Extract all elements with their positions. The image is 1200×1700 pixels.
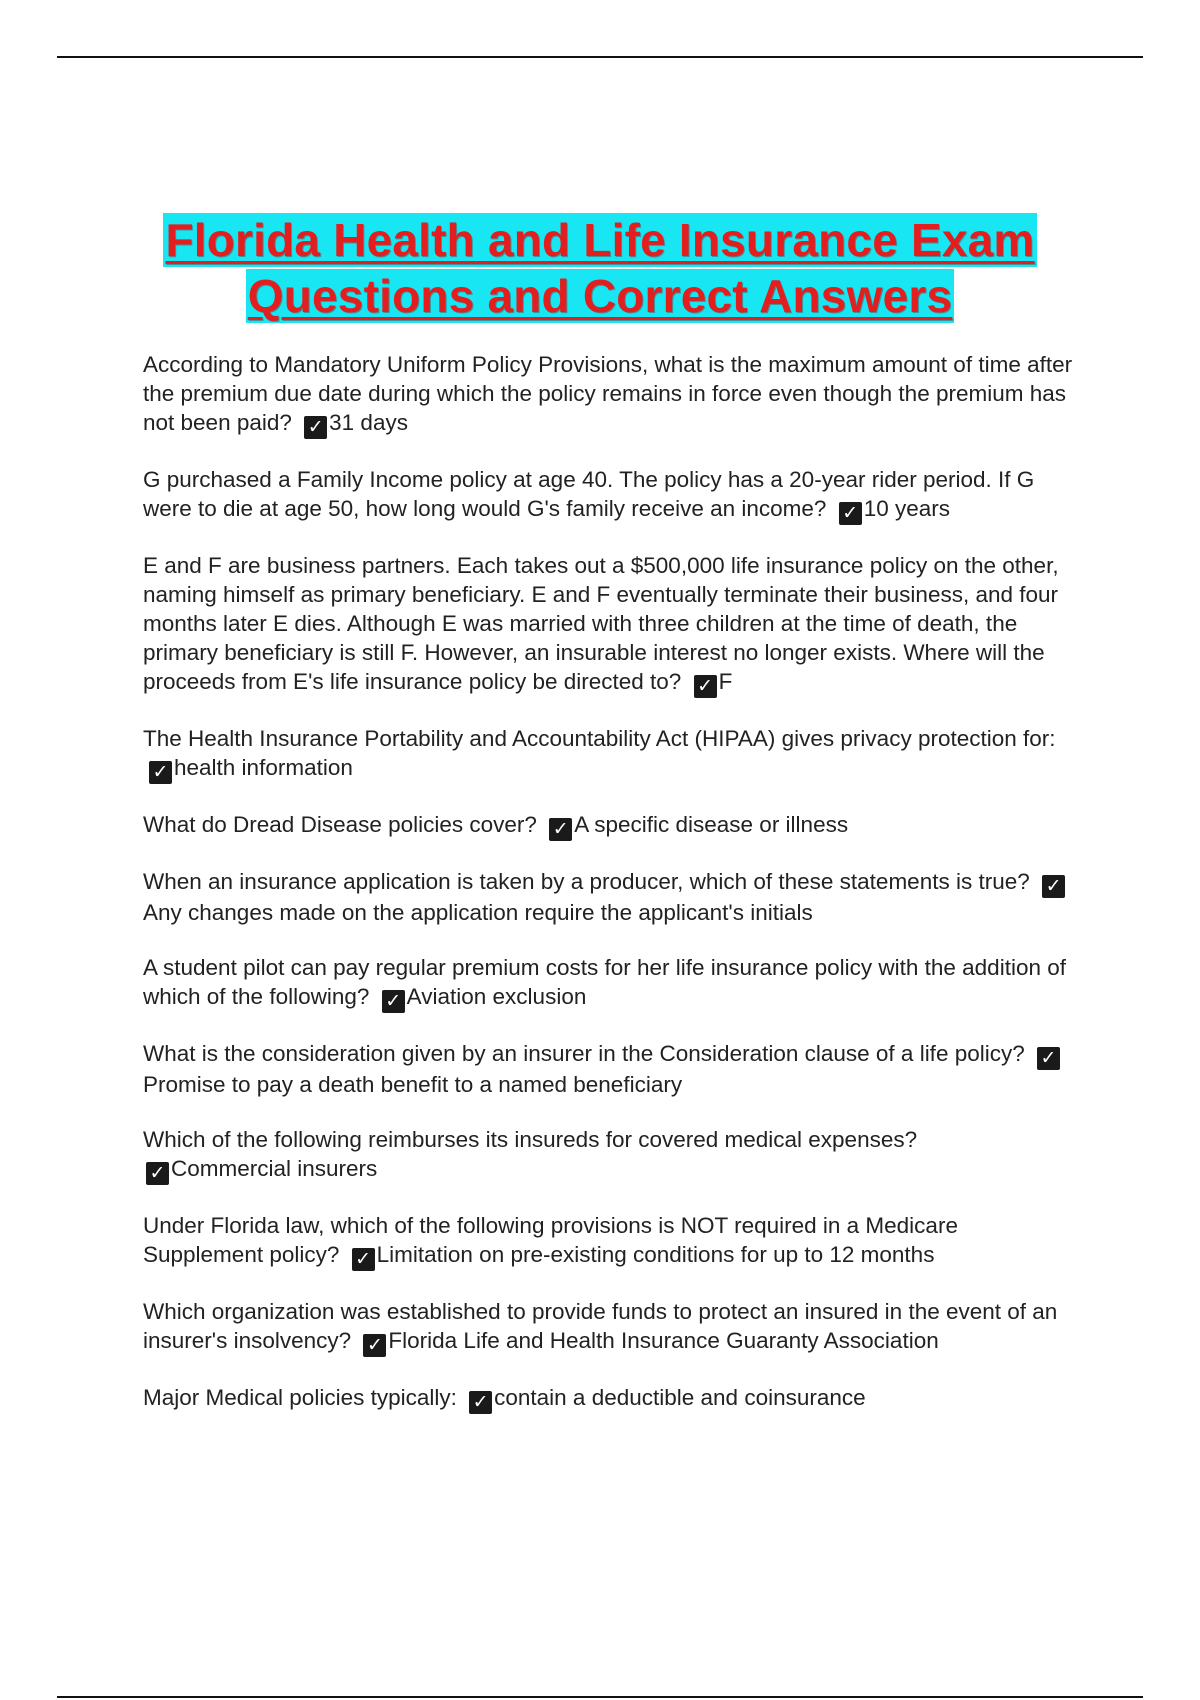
checkmark-icon: ✓ <box>149 761 172 784</box>
answer-text: F <box>718 669 733 694</box>
qa-item <box>143 1297 1073 1357</box>
bottom-rule <box>57 1696 1143 1698</box>
checkmark-icon: ✓ <box>363 1334 386 1357</box>
answer-text: A specific disease or illness <box>574 812 849 837</box>
qa-item <box>143 465 1073 525</box>
document-title <box>0 213 1200 323</box>
qa-item <box>143 724 1073 784</box>
question-text: When an insurance application is taken by a producer, which of these statements is true? <box>143 869 1030 894</box>
answer-text: Aviation exclusion <box>406 984 587 1009</box>
question-text: E and F are business partners. Each takes out a $500,000 life insurance policy on the other, naming himself as primary beneficiary. E and F eventually terminate their business, and four months later E dies. Although E was married with three children at the time of death, the primary beneficiary is still F. However, an insurable interest no longer exists. Where will the proceeds from E's life insurance policy be directed to? <box>143 553 1059 694</box>
qa-item <box>143 810 1073 841</box>
checkmark-icon: ✓ <box>1037 1047 1060 1070</box>
qa-item <box>143 1383 1073 1414</box>
checkmark-icon: ✓ <box>694 675 717 698</box>
qa-item <box>143 867 1073 927</box>
question-text: A student pilot can pay regular premium costs for her life insurance policy with the addition of which of the following? <box>143 955 1066 1009</box>
question-text: Which of the following reimburses its insureds for covered medical expenses? <box>143 1127 918 1152</box>
question-text: What is the consideration given by an insurer in the Consideration clause of a life policy? <box>143 1041 1025 1066</box>
qa-item <box>143 953 1073 1013</box>
checkmark-icon: ✓ <box>382 990 405 1013</box>
question-text: According to Mandatory Uniform Policy Provisions, what is the maximum amount of time after the premium due date during which the policy remains in force even though the premium has not been paid? <box>143 352 1073 435</box>
question-text: Which organization was established to provide funds to protect an insured in the event of an insurer's insolvency? <box>143 1299 1058 1353</box>
answer-text: Commercial insurers <box>171 1156 378 1181</box>
title-line-2: Questions and Correct Answers <box>247 270 953 322</box>
checkmark-icon: ✓ <box>839 502 862 525</box>
checkmark-icon: ✓ <box>549 818 572 841</box>
answer-text: health information <box>174 755 353 780</box>
checkmark-icon: ✓ <box>469 1391 492 1414</box>
question-text: What do Dread Disease policies cover? <box>143 812 537 837</box>
answer-text: Any changes made on the application require the applicant's initials <box>143 900 813 925</box>
question-text: The Health Insurance Portability and Accountability Act (HIPAA) gives privacy protection for: <box>143 726 1056 751</box>
qa-item <box>143 1125 1073 1185</box>
checkmark-icon: ✓ <box>146 1162 169 1185</box>
checkmark-icon: ✓ <box>352 1248 375 1271</box>
answer-text: Limitation on pre-existing conditions for up to 12 months <box>376 1242 935 1267</box>
question-text: Under Florida law, which of the following provisions is NOT required in a Medicare Supplement policy? <box>143 1213 958 1267</box>
question-text: G purchased a Family Income policy at age 40. The policy has a 20-year rider period. If G were to die at age 50, how long would G's family receive an income? <box>143 467 1035 521</box>
qa-item <box>143 1039 1073 1099</box>
answer-text: 31 days <box>329 410 408 435</box>
qa-item <box>143 551 1073 698</box>
answer-text: Promise to pay a death benefit to a named beneficiary <box>143 1072 683 1097</box>
question-text: Major Medical policies typically: <box>143 1385 457 1410</box>
qa-item <box>143 1211 1073 1271</box>
top-rule <box>57 56 1143 58</box>
checkmark-icon: ✓ <box>304 416 327 439</box>
answer-text: 10 years <box>863 496 950 521</box>
title-line-1: Florida Health and Life Insurance Exam <box>165 214 1035 266</box>
qa-item <box>143 350 1073 439</box>
checkmark-icon: ✓ <box>1042 875 1065 898</box>
answer-text: Florida Life and Health Insurance Guaranty Association <box>388 1328 939 1353</box>
answer-text: contain a deductible and coinsurance <box>494 1385 866 1410</box>
qa-list <box>143 350 1073 1440</box>
